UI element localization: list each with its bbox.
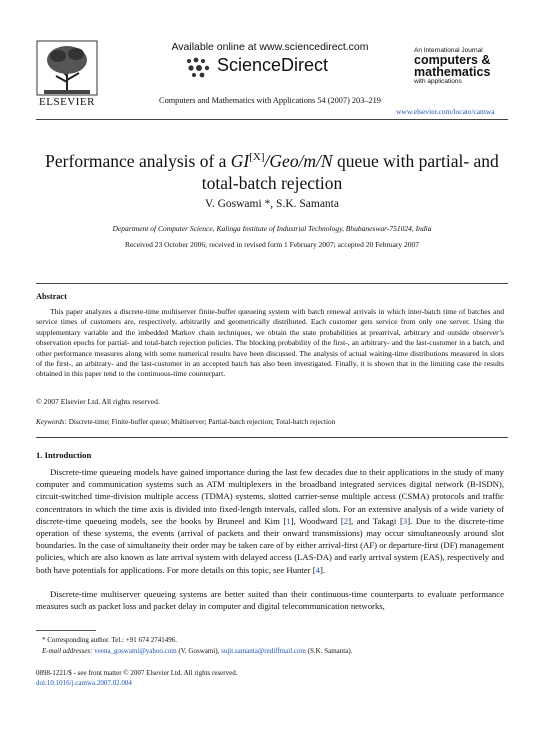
available-online-text: Available online at www.sciencedirect.com <box>171 41 369 53</box>
journal-subtitle: with applications <box>414 78 462 85</box>
title-notation: /Geo/m/N <box>264 150 333 171</box>
intro-p1-text-b: ], Woodward [ <box>290 515 344 526</box>
footnote-divider <box>36 630 96 631</box>
intro-paragraph-2: Discrete-time multiserver queueing systems are better suited than their continuous-time counterparts to evaluate performance measures such as packet loss and packet delay in computer and digital telecommunication networks, <box>36 589 504 612</box>
authors: V. Goswami *, S.K. Samanta <box>205 198 339 210</box>
corresponding-author-note: * Corresponding author. Tel.: +91 674 2741496. <box>42 636 177 644</box>
title-text-1: Performance analysis of a <box>45 150 231 171</box>
journal-url-link[interactable]: www.elsevier.com/locate/camwa <box>396 107 495 116</box>
intro-paragraph-1 <box>36 466 504 576</box>
journal-tagline: An International Journal <box>414 47 483 54</box>
citation-link-3[interactable]: 3 <box>402 515 408 526</box>
keywords-label: Keywords: <box>36 418 67 426</box>
keywords <box>36 418 506 426</box>
title-superscript: [X] <box>249 151 265 163</box>
email-name-2: (S.K. Samanta). <box>305 647 353 655</box>
front-matter-note: 0898-1221/$ - see front matter © 2007 Elsevier Ltd. All rights reserved. <box>36 669 238 677</box>
keywords-list: Discrete-time; Finite-buffer queue; Multiserver; Partial-batch rejection; Total-batch rejection <box>66 418 336 426</box>
abstract-top-divider <box>36 283 508 284</box>
email-link-samanta[interactable]: sujit.samanta@rediffmail.com <box>221 647 306 655</box>
email-name-1: (V. Goswami), <box>176 647 222 655</box>
journal-title-line-1: computers & <box>414 53 491 67</box>
email-label: E-mail addresses: <box>42 647 93 655</box>
title-text-3: total-batch rejection <box>201 172 343 193</box>
email-link-goswami[interactable]: veena_goswami@yahoo.com <box>94 647 177 655</box>
abstract-copyright: © 2007 Elsevier Ltd. All rights reserved. <box>36 397 160 406</box>
email-addresses <box>42 647 352 655</box>
citation-link-4[interactable]: 4 <box>315 564 320 575</box>
abstract-bottom-divider <box>36 437 508 438</box>
title-text-2: queue with partial- and <box>332 150 499 171</box>
title-gi: GI <box>230 150 250 171</box>
journal-cover-box <box>414 47 516 85</box>
header-divider <box>36 119 508 120</box>
intro-p1-text-e: ]. <box>319 564 326 575</box>
sciencedirect-wordmark: ScienceDirect <box>217 55 329 75</box>
abstract-text: This paper analyzes a discrete-time multiserver finite-buffer queueing system with batch renewal arrivals in which inter-batch time of batches and service times of customers are, respectively, arbitrarily and geometrically distributed. Each customer gets service from only one server. Using the supplementary variable and the imbedded Markov chain techniques, we obtain the state probabilities at prearrival, arbitrary and outside observer’s observation epochs for partial- and total-batch rejection policies. The blocking probability of the first-, an arbitrary- and the last-customer in a batch, and other performance measures along with some numerical results have been discussed. The analysis of actual waiting-time distributions measured in slots of the first-, an arbitrary- and the last-customer in an accepted batch has also been investigated. Finally, it is shown that in the limiting case the results obtained in this paper tend to the continuous-time counterpart. <box>36 307 504 379</box>
publisher-name: ELSEVIER <box>39 96 95 108</box>
intro-p1-text-d: ]. Due to the discrete-time operation of these systems, the events (arrival of packets and their onward transmissions) may occur simultaneously around slot boundaries. In the case of simultaneity their order may be taken care of by either arrival-first (AF) or departure-first (DF) management policies, which are also known as late arrival system with delayed access (LAS-DA) and early arrival system (EAS), respectively and both have potentials for applications. For more details on this topic, see Hunter [ <box>36 515 504 575</box>
section-heading-introduction: 1. Introduction <box>36 450 92 460</box>
intro-p1-text-a: Discrete-time queueing models have gained importance during the last few decades due to their applications in the study of many computer and communication systems such as ATM multiplexers in the broadband integrated services digital network (B-ISDN), circuit-switched time-division multiple access (TDMA) systems, slotted carrier-sense multiple access (CSMA) protocols and traffic concentrators in which the time axis is divided into fixed-length intervals, called slots. For an extensive analysis of a wide variety of discrete-time queueing models, see the books by Bruneel and Kim [ <box>36 467 504 526</box>
affiliation: Department of Computer Science, Kalinga Institute of Industrial Technology, Bhubaneswar-751024, India <box>112 224 432 233</box>
citation-link-1[interactable]: 1 <box>286 515 291 526</box>
paper-title <box>30 146 514 194</box>
journal-title-line-2: mathematics <box>414 65 491 79</box>
sciencedirect-logo <box>185 55 385 81</box>
intro-p1-text-c: ], and Takagi [ <box>348 515 403 526</box>
abstract-heading: Abstract <box>36 292 67 301</box>
received-dates: Received 23 October 2006; received in revised form 1 February 2007; accepted 20 February 2007 <box>124 240 420 249</box>
doi-link[interactable]: doi:10.1016/j.camwa.2007.02.004 <box>36 679 132 687</box>
citation-link-2[interactable]: 2 <box>343 515 349 526</box>
sciencedirect-dots-icon <box>185 57 213 79</box>
journal-citation: Computers and Mathematics with Applications 54 (2007) 203–219 <box>159 96 381 105</box>
